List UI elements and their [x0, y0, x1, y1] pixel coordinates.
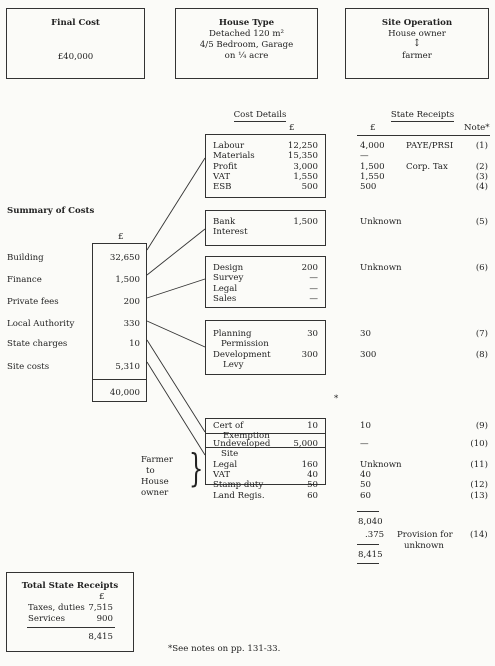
- detail-row-label: Exemption: [223, 431, 270, 442]
- summary-pound: £: [118, 232, 124, 242]
- receipt-value: Unknown: [360, 217, 402, 227]
- receipt-note: (5): [475, 217, 488, 227]
- receipt-value: 60: [360, 490, 371, 501]
- receipts-subtotal: 8,040: [358, 517, 383, 527]
- detail-row-label: Materials: [213, 151, 255, 162]
- detail-row-label: Sales: [213, 293, 237, 304]
- detail-row-value: 1,550: [293, 171, 318, 182]
- detail-row-label: Legal: [213, 283, 238, 294]
- detail-row-label: Planning: [213, 329, 252, 339]
- total-state-receipts-total: 8,415: [88, 632, 113, 642]
- detail-row-label: VAT: [213, 171, 231, 182]
- detail-row-value: 50: [307, 480, 318, 491]
- detail-row-value: 30: [307, 329, 318, 339]
- detail-row-label: Stamp duty: [213, 480, 264, 491]
- detail-row-value: —: [309, 283, 318, 294]
- detail-row-label: Undeveloped: [213, 439, 271, 449]
- detail-row-value: 40: [307, 469, 318, 480]
- total-state-receipts-pound: £: [99, 592, 105, 602]
- provision-note: (14): [470, 530, 488, 540]
- detail-row-label: Land Regis.: [213, 490, 265, 501]
- asterisk-mark: *: [334, 394, 339, 404]
- cost-details-pound: £: [289, 123, 295, 133]
- detail-row-value: 3,000: [293, 161, 318, 172]
- summary-row-label: Local Authority: [7, 319, 75, 329]
- detail-row-value: 15,350: [287, 151, 318, 162]
- receipt-note: (10): [470, 439, 488, 449]
- detail-row-label: Profit: [213, 161, 238, 172]
- detail-row-label: Legal: [213, 459, 238, 470]
- final-cost-title: Final Cost: [51, 18, 100, 28]
- detail-row-label: Permission: [221, 339, 269, 350]
- summary-row-value: 1,500: [115, 275, 140, 285]
- receipts-total: 8,415: [358, 550, 383, 560]
- receipt-value: 500: [360, 182, 377, 193]
- receipt-value: Unknown: [360, 459, 402, 470]
- receipt-note: (13): [470, 490, 488, 501]
- total-state-receipts-row-value: 900: [96, 614, 113, 624]
- summary-row-value: 330: [123, 319, 140, 329]
- total-state-receipts-title: Total State Receipts: [21, 581, 119, 591]
- bracket-label-1: Farmer: [141, 455, 173, 465]
- detail-row-value: 200: [301, 263, 318, 273]
- state-receipts-header: State Receipts: [390, 110, 455, 120]
- receipt-note: (8): [475, 349, 488, 360]
- final-cost-value: £40,000: [57, 52, 94, 62]
- receipt-value: 50: [360, 480, 371, 491]
- detail-row-value: 300: [301, 349, 318, 360]
- detail-row-label: Survey: [213, 273, 244, 284]
- summary-row-value: 5,310: [115, 362, 140, 372]
- total-state-receipts-row-value: 7,515: [88, 603, 113, 613]
- receipt-note: (4): [475, 182, 488, 193]
- detail-row-label: Design: [213, 263, 244, 273]
- detail-row-value: 1,500: [293, 217, 318, 227]
- summary-row-value: 200: [123, 297, 140, 307]
- receipt-value: Unknown: [360, 263, 402, 273]
- total-state-receipts-row-label: Taxes, duties: [28, 603, 85, 613]
- detail-row-value: 5,000: [293, 439, 318, 449]
- provision-label-2: unknown: [404, 541, 444, 551]
- receipt-value: 30: [360, 329, 371, 339]
- receipts-provision: .375: [365, 530, 385, 540]
- detail-row-value: 160: [301, 459, 318, 470]
- summary-row-label: Building: [7, 253, 44, 263]
- detail-row-label: Labour: [213, 141, 245, 151]
- receipt-note: (1): [475, 141, 488, 151]
- state-receipts-pound: £: [370, 123, 376, 133]
- receipt-note: (3): [475, 171, 488, 182]
- house-type-line3: on ¼ acre: [224, 51, 269, 61]
- receipt-description: PAYE/PRSI: [406, 141, 454, 151]
- receipt-value: 300: [360, 349, 377, 360]
- connector-local-authority: [147, 321, 205, 347]
- receipt-value: 10: [360, 421, 371, 431]
- receipt-note: (12): [470, 480, 488, 491]
- detail-row-label: Cert of: [213, 421, 244, 431]
- cost-details-header: Cost Details: [233, 110, 287, 120]
- bracket-label-4: owner: [141, 488, 169, 498]
- summary-title: Summary of Costs: [7, 206, 95, 216]
- connector-state-charges: [147, 340, 205, 432]
- double-arrow-icon: ↕: [412, 38, 422, 49]
- note-header: Note*: [464, 123, 490, 133]
- receipt-note: (7): [475, 329, 488, 339]
- receipt-note: (11): [470, 459, 488, 470]
- summary-row-label: State charges: [7, 339, 68, 349]
- detail-row-value: —: [309, 293, 318, 304]
- site-operation-title: Site Operation: [381, 18, 453, 28]
- site-operation-line2: farmer: [402, 51, 432, 61]
- footnote: *See notes on pp. 131-33.: [168, 644, 281, 654]
- detail-row-value: —: [309, 273, 318, 284]
- summary-total: 40,000: [109, 388, 140, 398]
- receipt-note: (2): [475, 161, 488, 172]
- provision-label-1: Provision for: [397, 530, 453, 540]
- summary-row-label: Finance: [7, 275, 42, 285]
- receipt-value: 1,500: [360, 161, 385, 172]
- receipt-note: (6): [475, 263, 488, 273]
- summary-row-value: 10: [129, 339, 140, 349]
- receipt-value: —: [360, 439, 369, 449]
- detail-row-label: Levy: [223, 359, 244, 370]
- house-type-line2: 4/5 Bedroom, Garage: [199, 40, 294, 50]
- detail-row-label: Bank: [213, 217, 236, 227]
- house-type-line1: Detached 120 m²: [209, 29, 284, 39]
- summary-row-label: Site costs: [7, 362, 50, 372]
- connector-site-costs: [147, 362, 205, 455]
- receipt-value: 4,000: [360, 141, 385, 151]
- detail-row-label: ESB: [213, 182, 232, 193]
- detail-row-value: 10: [307, 421, 318, 431]
- house-type-title: House Type: [218, 18, 275, 28]
- summary-row-value: 32,650: [109, 253, 140, 263]
- detail-row-label: Site: [221, 449, 239, 460]
- curly-brace-icon: }: [188, 446, 204, 490]
- summary-row-label: Private fees: [7, 297, 59, 307]
- connector-private-fees: [147, 279, 205, 298]
- site-operation-line1: House owner: [388, 29, 446, 39]
- bracket-label-3: House: [141, 477, 169, 487]
- detail-row-value: 12,250: [287, 141, 318, 151]
- receipt-description: Corp. Tax: [406, 161, 448, 172]
- detail-row-value: 500: [301, 182, 318, 193]
- bracket-label-2: to: [146, 466, 155, 476]
- detail-row-label: Interest: [213, 227, 248, 238]
- receipt-value: —: [360, 151, 369, 162]
- receipt-note: (9): [475, 421, 488, 431]
- receipt-value: 40: [360, 469, 371, 480]
- receipt-value: 1,550: [360, 171, 385, 182]
- total-state-receipts-row-label: Services: [28, 614, 65, 624]
- detail-row-label: Development: [213, 349, 271, 360]
- detail-row-label: VAT: [213, 469, 231, 480]
- detail-row-value: 60: [307, 490, 318, 501]
